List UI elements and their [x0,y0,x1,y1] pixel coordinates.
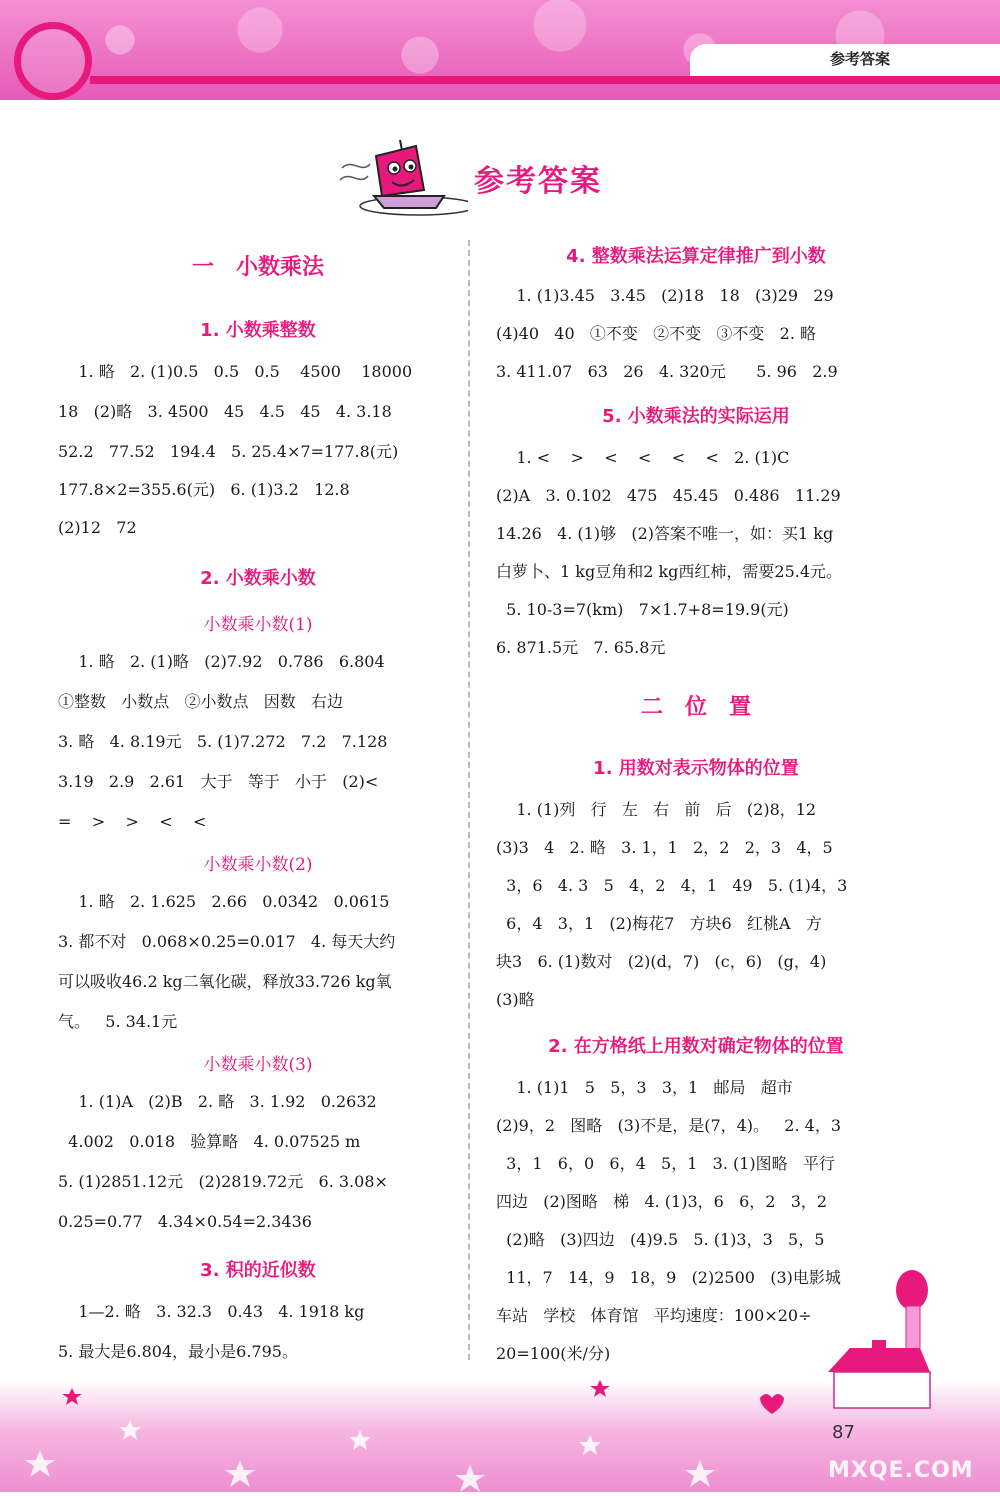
answer-line: 1. (1)列 行 左 右 前 后 (2)8，12 [496,800,817,819]
subsection-heading: 4. 整数乘法运算定律推广到小数 [566,246,826,267]
answer-line: 20=100(米/分) [496,1344,611,1363]
answer-line: 四边 (2)图略 梯 4. (1)3，6 6，2 3，2 [496,1192,828,1211]
answer-line: ①整数 小数点 ②小数点 因数 右边 [58,692,344,711]
answer-line: 52.2 77.52 194.4 5. 25.4×7=177.8(元) [58,442,399,461]
answer-line: (4)40 40 ①不变 ②不变 ③不变 2. 略 [496,324,817,343]
column-divider [468,240,470,1360]
lesson-heading: 小数乘小数(2) [203,855,313,875]
subsection-heading: 2. 小数乘小数 [200,568,316,589]
answer-line: 5. 最大是6.804，最小是6.795。 [58,1342,298,1361]
answer-line: 11，7 14，9 18，9 (2)2500 (3)电影城 [496,1268,841,1287]
answer-line: 1. 略 2. 1.625 2.66 0.0342 0.0615 [58,892,390,911]
answer-line: 1. (1)3.45 3.45 (2)18 18 (3)29 29 [496,286,834,305]
answer-line: 白萝卜、1 kg豆角和2 kg西红柿，需要25.4元。 [496,562,843,581]
castle-house-icon [820,1262,1000,1416]
answer-line: 4.002 0.018 验算略 4. 0.07525 m [58,1132,361,1151]
answer-line: 3. 411.07 63 26 4. 320元 5. 96 2.9 [496,362,838,381]
answer-line: 块3 6. (1)数对 (2)(d，7) (c，6) (g，4) [496,952,827,971]
lesson-heading: 小数乘小数(3) [203,1055,313,1075]
answer-line: 1—2. 略 3. 32.3 0.43 4. 1918 kg [58,1302,365,1321]
decorative-ring-icon [14,22,92,100]
answer-line: 3，1 6，0 6，4 5，1 3. (1)图略 平行 [496,1154,835,1173]
page-number: 87 [832,1422,855,1443]
header-bar [90,76,1000,84]
answer-line: 5. 10-3=7(km) 7×1.7+8=19.9(元) [496,600,789,619]
answer-line: 6，4 3，1 (2)梅花7 方块6 红桃A 方 [496,914,822,933]
answer-line: (2)略 (3)四边 (4)9.5 5. (1)3，3 5，5 [496,1230,825,1249]
answer-line: 14.26 4. (1)够 (2)答案不唯一，如：买1 kg [496,524,834,543]
answer-line: 3. 略 4. 8.19元 5. (1)7.272 7.2 7.128 [58,732,388,751]
answer-line: 3，6 4. 3 5 4，2 4，1 49 5. (1)4，3 [496,876,848,895]
answer-line: 5. (1)2851.12元 (2)2819.72元 6. 3.08× [58,1172,388,1191]
answer-line: (3)略 [496,990,535,1009]
answer-line: 0.25=0.77 4.34×0.54=2.3436 [58,1212,312,1231]
answer-line: 1. 略 2. (1)0.5 0.5 0.5 4500 18000 [58,362,413,381]
answer-line: 1. (1)1 5 5，3 3，1 邮局 超市 [496,1078,793,1097]
answer-line: (2)A 3. 0.102 475 45.45 0.486 11.29 [496,486,841,505]
lesson-heading: 小数乘小数(1) [203,615,313,635]
section-heading: 一 小数乘法 [191,255,324,280]
answer-line: 3. 都不对 0.068×0.25=0.017 4. 每天大约 [58,932,396,951]
answer-line: 18 (2)略 3. 4500 45 4.5 45 4. 3.18 [58,402,392,421]
subsection-heading: 2. 在方格纸上用数对确定物体的位置 [548,1036,844,1057]
answer-line: 可以吸收46.2 kg二氧化碳，释放33.726 kg氧 [58,972,392,991]
sailboat-mascot-icon [338,138,468,218]
answer-line: (2)12 72 [58,518,137,537]
answer-line: 1. 略 2. (1)略 (2)7.92 0.786 6.804 [58,652,385,671]
page-title: 参考答案 [474,164,602,199]
answer-line: 1. < > < < < < 2. (1)C [496,448,790,467]
header-label: 参考答案 [829,50,890,68]
subsection-heading: 3. 积的近似数 [200,1260,316,1281]
answer-line: 3.19 2.9 2.61 大于 等于 小于 (2)< [58,772,379,791]
answer-line: 气。 5. 34.1元 [58,1012,178,1031]
answer-line: 1. (1)A (2)B 2. 略 3. 1.92 0.2632 [58,1092,377,1111]
answer-line: (3)3 4 2. 略 3. 1，1 2，2 2，3 4，5 [496,838,833,857]
section-heading: 二 位 置 [640,695,751,720]
subsection-heading: 1. 用数对表示物体的位置 [593,758,799,779]
answer-line: = > > < < [58,812,207,831]
answer-line: 车站 学校 体育馆 平均速度：100×20÷ [496,1306,812,1325]
answer-line: 6. 871.5元 7. 65.8元 [496,638,666,657]
answer-line: (2)9，2 图略 (3)不是，是(7，4)。 2. 4，3 [496,1116,842,1135]
subsection-heading: 1. 小数乘整数 [200,320,316,341]
subsection-heading: 5. 小数乘法的实际运用 [602,406,790,427]
page-title-block [338,138,668,218]
answer-line: 177.8×2=355.6(元) 6. (1)3.2 12.8 [58,480,350,499]
watermark: MXQE.COM [828,1458,974,1483]
